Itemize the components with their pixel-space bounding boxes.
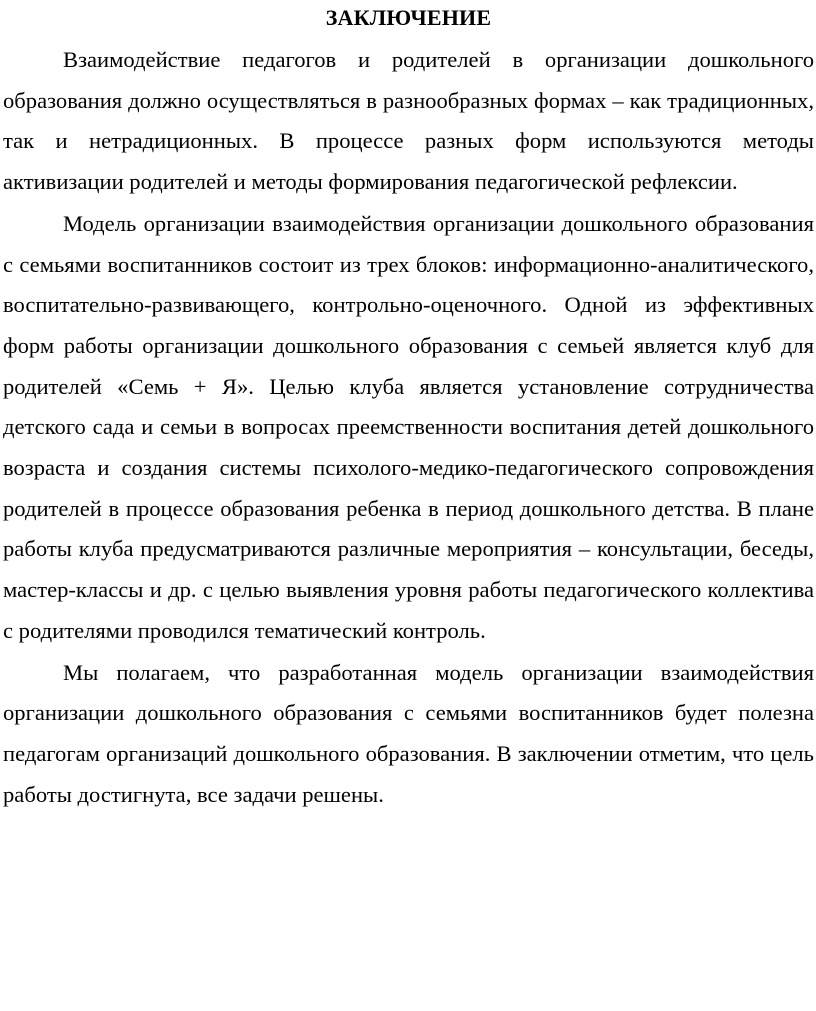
- paragraph-1: Взаимодействие педагогов и родителей в организации дошкольного образования должно осуществляться в разнообразных формах – как традиционных, так и нетрадиционных. В процессе разных форм используются методы активизации родителей и методы формирования педагогической рефлексии.: [3, 47, 814, 195]
- paragraph-2: Модель организации взаимодействия организации дошкольного образования с семьями воспитанников состоит из трех блоков: информационно-аналитического, воспитательно-развивающего, контрольно-оценочного. Одной из эффективных форм работы организации дошкольного образования с семьей является клуб для родителей «Семь + Я». Целью клуба является установление сотрудничества детского сада и семьи в вопросах преемственности воспитания детей дошкольного возраста и создания системы психолого-медико-педагогического сопровождения родителей в процессе образования ребенка в период дошкольного детства. В плане работы клуба предусматриваются различные мероприятия – консультации, беседы, мастер-классы и др. с целью выявления уровня работы педагогического коллектива с родителями проводился тематический контроль.: [3, 210, 814, 643]
- paragraph-3: Мы полагаем, что разработанная модель организации взаимодействия организации дошкольного образования с семьями воспитанников будет полезна педагогам организаций дошкольного образования. В заключении отметим, что цель работы достигнута, все задачи решены.: [3, 659, 814, 807]
- page-title: ЗАКЛЮЧЕНИЕ: [325, 5, 492, 30]
